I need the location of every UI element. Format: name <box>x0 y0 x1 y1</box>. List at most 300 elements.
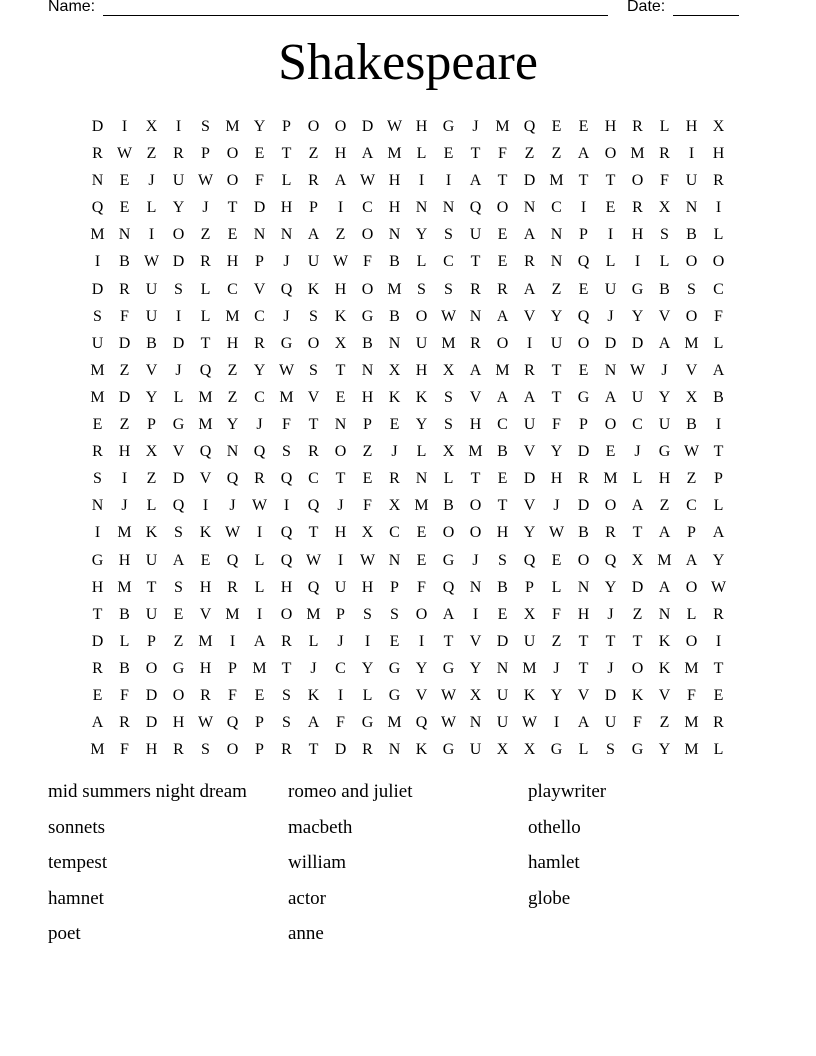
grid-letter[interactable]: Y <box>658 741 671 759</box>
grid-letter[interactable]: L <box>713 741 724 759</box>
grid-letter[interactable]: C <box>497 416 508 434</box>
grid-letter[interactable]: T <box>713 443 724 461</box>
grid-letter[interactable]: L <box>173 388 184 406</box>
grid-letter[interactable]: E <box>578 118 589 135</box>
grid-letter[interactable]: D <box>631 578 644 596</box>
grid-letter[interactable]: P <box>282 118 291 135</box>
grid-letter[interactable]: T <box>497 172 508 190</box>
grid-letter[interactable]: C <box>254 307 265 325</box>
grid-letter[interactable]: W <box>305 551 322 569</box>
grid-letter[interactable]: B <box>443 497 454 515</box>
grid-letter[interactable]: O <box>226 172 239 190</box>
grid-letter[interactable]: E <box>173 605 184 623</box>
grid-letter[interactable]: Q <box>199 443 212 461</box>
grid-letter[interactable]: V <box>577 686 590 704</box>
grid-letter[interactable]: W <box>359 172 376 190</box>
grid-letter[interactable]: M <box>414 497 429 515</box>
grid-letter[interactable]: S <box>363 605 372 623</box>
grid-letter[interactable]: S <box>174 524 183 542</box>
grid-letter[interactable]: P <box>147 632 156 650</box>
grid-letter[interactable]: O <box>226 145 239 163</box>
grid-letter[interactable]: N <box>496 659 509 677</box>
grid-letter[interactable]: G <box>388 659 401 677</box>
grid-letter[interactable]: O <box>361 226 374 244</box>
grid-letter[interactable]: I <box>256 605 263 623</box>
grid-letter[interactable]: R <box>254 334 265 352</box>
grid-letter[interactable]: B <box>686 226 697 244</box>
grid-letter[interactable]: N <box>685 199 698 217</box>
grid-letter[interactable]: F <box>687 686 696 704</box>
grid-letter[interactable]: U <box>550 334 563 352</box>
grid-letter[interactable]: Q <box>280 470 293 488</box>
grid-letter[interactable]: I <box>418 632 425 650</box>
grid-letter[interactable]: X <box>442 361 455 379</box>
grid-letter[interactable]: P <box>255 253 264 271</box>
grid-letter[interactable]: L <box>605 253 616 271</box>
grid-letter[interactable]: M <box>684 714 699 732</box>
grid-letter[interactable]: I <box>580 199 587 217</box>
grid-letter[interactable]: U <box>334 578 347 596</box>
grid-letter[interactable]: J <box>148 172 155 190</box>
grid-letter[interactable]: D <box>172 253 185 271</box>
grid-letter[interactable]: C <box>254 388 265 406</box>
grid-letter[interactable]: E <box>389 632 400 650</box>
grid-letter[interactable]: T <box>605 172 616 190</box>
grid-letter[interactable]: R <box>173 741 184 759</box>
grid-letter[interactable]: R <box>524 253 535 271</box>
grid-letter[interactable]: Z <box>551 280 562 298</box>
grid-letter[interactable]: J <box>337 497 344 515</box>
grid-letter[interactable]: E <box>578 280 589 298</box>
grid-letter[interactable]: S <box>309 361 318 379</box>
grid-letter[interactable]: Y <box>550 307 563 325</box>
grid-letter[interactable]: U <box>604 714 617 732</box>
grid-letter[interactable]: M <box>387 280 402 298</box>
grid-letter[interactable]: I <box>526 334 533 352</box>
grid-letter[interactable]: B <box>713 388 724 406</box>
grid-letter[interactable]: Y <box>145 388 158 406</box>
grid-letter[interactable]: D <box>334 741 347 759</box>
grid-letter[interactable]: T <box>200 334 211 352</box>
grid-letter[interactable]: M <box>198 388 213 406</box>
grid-letter[interactable]: X <box>442 443 455 461</box>
grid-letter[interactable]: C <box>308 470 319 488</box>
grid-letter[interactable]: T <box>578 172 589 190</box>
grid-letter[interactable]: S <box>687 280 696 298</box>
grid-letter[interactable]: Q <box>577 307 590 325</box>
grid-letter[interactable]: W <box>440 714 457 732</box>
grid-letter[interactable]: P <box>255 741 264 759</box>
grid-letter[interactable]: R <box>524 361 535 379</box>
grid-letter[interactable]: S <box>282 714 291 732</box>
grid-letter[interactable]: A <box>361 145 374 163</box>
grid-letter[interactable]: I <box>202 497 209 515</box>
grid-letter[interactable]: S <box>417 280 426 298</box>
grid-letter[interactable]: R <box>659 145 670 163</box>
grid-letter[interactable]: Y <box>469 659 482 677</box>
grid-letter[interactable]: B <box>389 253 400 271</box>
grid-letter[interactable]: I <box>715 199 722 217</box>
grid-letter[interactable]: M <box>198 632 213 650</box>
grid-letter[interactable]: M <box>549 172 564 190</box>
grid-letter[interactable]: U <box>685 172 698 190</box>
grid-letter[interactable]: I <box>634 253 641 271</box>
grid-letter[interactable]: K <box>658 659 671 677</box>
grid-letter[interactable]: T <box>497 497 508 515</box>
grid-letter[interactable]: O <box>685 632 698 650</box>
grid-letter[interactable]: F <box>633 714 642 732</box>
grid-letter[interactable]: V <box>415 686 428 704</box>
grid-letter[interactable]: N <box>523 199 536 217</box>
grid-letter[interactable]: J <box>283 253 290 271</box>
grid-letter[interactable]: P <box>579 416 588 434</box>
grid-letter[interactable]: X <box>388 497 401 515</box>
grid-letter[interactable]: A <box>712 524 725 542</box>
grid-letter[interactable]: E <box>578 361 589 379</box>
grid-letter[interactable]: H <box>388 199 401 217</box>
grid-letter[interactable]: P <box>687 524 696 542</box>
grid-letter[interactable]: F <box>282 416 291 434</box>
grid-letter[interactable]: H <box>334 145 347 163</box>
grid-letter[interactable]: V <box>523 443 536 461</box>
grid-letter[interactable]: P <box>363 416 372 434</box>
grid-letter[interactable]: A <box>658 578 671 596</box>
grid-letter[interactable]: S <box>660 226 669 244</box>
grid-letter[interactable]: K <box>199 524 212 542</box>
grid-letter[interactable]: M <box>90 741 105 759</box>
grid-letter[interactable]: W <box>332 253 349 271</box>
grid-letter[interactable]: W <box>116 145 133 163</box>
grid-letter[interactable]: D <box>604 334 617 352</box>
grid-letter[interactable]: I <box>418 172 425 190</box>
grid-letter[interactable]: E <box>227 226 238 244</box>
grid-letter[interactable]: D <box>523 470 536 488</box>
grid-letter[interactable]: B <box>497 443 508 461</box>
grid-letter[interactable]: O <box>172 686 185 704</box>
grid-letter[interactable]: O <box>415 307 428 325</box>
grid-letter[interactable]: Y <box>604 578 617 596</box>
grid-letter[interactable]: E <box>713 686 724 704</box>
grid-letter[interactable]: V <box>199 605 212 623</box>
grid-letter[interactable]: I <box>715 416 722 434</box>
grid-letter[interactable]: S <box>444 280 453 298</box>
grid-letter[interactable]: G <box>631 280 644 298</box>
grid-letter[interactable]: M <box>684 659 699 677</box>
grid-letter[interactable]: H <box>361 578 374 596</box>
grid-letter[interactable]: O <box>604 145 617 163</box>
grid-letter[interactable]: L <box>551 578 562 596</box>
grid-letter[interactable]: M <box>90 361 105 379</box>
grid-letter[interactable]: Q <box>469 199 482 217</box>
grid-letter[interactable]: I <box>688 145 695 163</box>
grid-letter[interactable]: C <box>389 524 400 542</box>
grid-letter[interactable]: L <box>416 253 427 271</box>
grid-letter[interactable]: H <box>604 118 617 135</box>
grid-letter[interactable]: T <box>308 416 319 434</box>
grid-letter[interactable]: S <box>282 686 291 704</box>
grid-letter[interactable]: W <box>197 714 214 732</box>
grid-letter[interactable]: U <box>523 632 536 650</box>
grid-letter[interactable]: Y <box>415 659 428 677</box>
grid-letter[interactable]: X <box>658 199 671 217</box>
grid-letter[interactable]: N <box>280 226 293 244</box>
grid-letter[interactable]: K <box>307 686 320 704</box>
grid-letter[interactable]: M <box>603 470 618 488</box>
grid-letter[interactable]: L <box>578 741 589 759</box>
grid-letter[interactable]: H <box>415 361 428 379</box>
grid-letter[interactable]: K <box>658 632 671 650</box>
grid-letter[interactable]: N <box>442 199 455 217</box>
grid-letter[interactable]: R <box>92 145 103 163</box>
grid-letter[interactable]: V <box>199 470 212 488</box>
grid-letter[interactable]: O <box>712 253 725 271</box>
grid-letter[interactable]: H <box>658 470 671 488</box>
grid-letter[interactable]: N <box>91 172 104 190</box>
grid-letter[interactable]: Q <box>577 253 590 271</box>
grid-letter[interactable]: R <box>632 118 643 135</box>
grid-letter[interactable]: B <box>146 334 157 352</box>
grid-letter[interactable]: R <box>281 741 292 759</box>
grid-letter[interactable]: Q <box>307 497 320 515</box>
grid-letter[interactable]: B <box>389 307 400 325</box>
grid-letter[interactable]: E <box>551 118 562 135</box>
grid-letter[interactable]: H <box>415 118 428 135</box>
grid-letter[interactable]: C <box>335 659 346 677</box>
grid-letter[interactable]: E <box>605 443 616 461</box>
grid-letter[interactable]: A <box>523 226 536 244</box>
grid-letter[interactable]: T <box>335 470 346 488</box>
grid-letter[interactable]: V <box>523 307 536 325</box>
grid-letter[interactable]: T <box>632 524 643 542</box>
grid-letter[interactable]: C <box>551 199 562 217</box>
grid-letter[interactable]: E <box>497 605 508 623</box>
grid-letter[interactable]: H <box>334 280 347 298</box>
grid-letter[interactable]: L <box>254 551 265 569</box>
grid-letter[interactable]: H <box>361 388 374 406</box>
grid-letter[interactable]: P <box>525 578 534 596</box>
grid-letter[interactable]: J <box>310 659 317 677</box>
grid-letter[interactable]: O <box>685 253 698 271</box>
grid-letter[interactable]: R <box>713 714 724 732</box>
grid-letter[interactable]: O <box>361 280 374 298</box>
grid-letter[interactable]: G <box>442 118 455 135</box>
grid-letter[interactable]: D <box>253 199 266 217</box>
grid-letter[interactable]: S <box>309 307 318 325</box>
grid-letter[interactable]: Q <box>415 714 428 732</box>
grid-letter[interactable]: O <box>172 226 185 244</box>
grid-letter[interactable]: X <box>523 741 536 759</box>
grid-letter[interactable]: E <box>389 416 400 434</box>
grid-letter[interactable]: U <box>604 280 617 298</box>
grid-letter[interactable]: G <box>631 741 644 759</box>
grid-letter[interactable]: Y <box>361 659 374 677</box>
grid-letter[interactable]: A <box>658 334 671 352</box>
grid-letter[interactable]: W <box>143 253 160 271</box>
grid-letter[interactable]: M <box>225 307 240 325</box>
grid-letter[interactable]: C <box>632 416 643 434</box>
grid-letter[interactable]: O <box>631 172 644 190</box>
grid-letter[interactable]: L <box>443 470 454 488</box>
grid-letter[interactable]: A <box>307 226 320 244</box>
grid-letter[interactable]: Q <box>307 578 320 596</box>
grid-letter[interactable]: M <box>252 659 267 677</box>
grid-letter[interactable]: I <box>94 524 101 542</box>
grid-letter[interactable]: T <box>146 578 157 596</box>
grid-letter[interactable]: H <box>118 551 131 569</box>
grid-letter[interactable]: F <box>363 497 372 515</box>
grid-letter[interactable]: T <box>713 659 724 677</box>
grid-letter[interactable]: T <box>227 199 238 217</box>
grid-letter[interactable]: T <box>308 741 319 759</box>
grid-letter[interactable]: Q <box>199 361 212 379</box>
grid-letter[interactable]: L <box>416 145 427 163</box>
grid-letter[interactable]: V <box>658 686 671 704</box>
grid-letter[interactable]: L <box>632 470 643 488</box>
grid-letter[interactable]: N <box>388 334 401 352</box>
grid-letter[interactable]: W <box>521 714 538 732</box>
grid-letter[interactable]: U <box>145 551 158 569</box>
grid-letter[interactable]: Y <box>226 416 239 434</box>
grid-letter[interactable]: A <box>712 361 725 379</box>
grid-letter[interactable]: H <box>172 714 185 732</box>
grid-letter[interactable]: O <box>145 659 158 677</box>
grid-letter[interactable]: N <box>361 361 374 379</box>
grid-letter[interactable]: Z <box>551 145 562 163</box>
grid-letter[interactable]: H <box>280 199 293 217</box>
grid-letter[interactable]: U <box>91 334 104 352</box>
grid-letter[interactable]: N <box>577 578 590 596</box>
grid-letter[interactable]: U <box>658 416 671 434</box>
grid-letter[interactable]: S <box>174 280 183 298</box>
grid-letter[interactable]: K <box>415 388 428 406</box>
grid-letter[interactable]: T <box>578 659 589 677</box>
grid-letter[interactable]: I <box>94 253 101 271</box>
grid-letter[interactable]: W <box>224 524 241 542</box>
grid-letter[interactable]: O <box>685 307 698 325</box>
grid-letter[interactable]: Z <box>335 226 346 244</box>
grid-letter[interactable]: N <box>550 226 563 244</box>
grid-letter[interactable]: U <box>496 686 509 704</box>
grid-letter[interactable]: M <box>387 145 402 163</box>
grid-letter[interactable]: J <box>337 632 344 650</box>
grid-letter[interactable]: B <box>686 416 697 434</box>
grid-letter[interactable]: L <box>200 307 211 325</box>
grid-letter[interactable]: H <box>199 578 212 596</box>
grid-letter[interactable]: B <box>659 280 670 298</box>
grid-letter[interactable]: H <box>199 659 212 677</box>
grid-letter[interactable]: L <box>686 605 697 623</box>
grid-letter[interactable]: L <box>416 443 427 461</box>
grid-letter[interactable]: X <box>496 741 509 759</box>
grid-letter[interactable]: H <box>712 145 725 163</box>
grid-letter[interactable]: V <box>658 307 671 325</box>
grid-letter[interactable]: G <box>442 741 455 759</box>
grid-letter[interactable]: U <box>145 280 158 298</box>
grid-letter[interactable]: N <box>388 226 401 244</box>
grid-letter[interactable]: M <box>117 524 132 542</box>
grid-letter[interactable]: M <box>495 361 510 379</box>
grid-letter[interactable]: P <box>714 470 723 488</box>
grid-letter[interactable]: J <box>175 361 182 379</box>
grid-letter[interactable]: F <box>714 307 723 325</box>
grid-letter[interactable]: O <box>469 497 482 515</box>
grid-letter[interactable]: V <box>685 361 698 379</box>
grid-letter[interactable]: C <box>713 280 724 298</box>
grid-letter[interactable]: I <box>121 118 128 135</box>
grid-letter[interactable]: O <box>334 443 347 461</box>
grid-letter[interactable]: M <box>522 659 537 677</box>
grid-letter[interactable]: Q <box>226 470 239 488</box>
grid-letter[interactable]: D <box>91 118 104 135</box>
grid-letter[interactable]: W <box>251 497 268 515</box>
grid-letter[interactable]: I <box>337 199 344 217</box>
grid-letter[interactable]: Z <box>659 714 670 732</box>
grid-letter[interactable]: A <box>334 172 347 190</box>
grid-letter[interactable]: W <box>683 443 700 461</box>
grid-letter[interactable]: O <box>496 334 509 352</box>
grid-letter[interactable]: Z <box>227 388 238 406</box>
grid-letter[interactable]: D <box>91 280 104 298</box>
grid-letter[interactable]: T <box>335 361 346 379</box>
grid-letter[interactable]: Z <box>308 145 319 163</box>
grid-letter[interactable]: C <box>686 497 697 515</box>
grid-letter[interactable]: I <box>337 686 344 704</box>
grid-letter[interactable]: L <box>119 632 130 650</box>
grid-letter[interactable]: U <box>307 253 320 271</box>
grid-letter[interactable]: E <box>200 551 211 569</box>
grid-letter[interactable]: W <box>629 361 646 379</box>
grid-letter[interactable]: S <box>201 118 210 135</box>
grid-letter[interactable]: B <box>119 605 130 623</box>
grid-letter[interactable]: N <box>388 741 401 759</box>
grid-letter[interactable]: M <box>387 714 402 732</box>
grid-letter[interactable]: J <box>553 497 560 515</box>
grid-letter[interactable]: I <box>553 714 560 732</box>
grid-letter[interactable]: M <box>657 551 672 569</box>
grid-letter[interactable]: O <box>280 605 293 623</box>
grid-letter[interactable]: P <box>336 605 345 623</box>
grid-letter[interactable]: R <box>632 199 643 217</box>
grid-letter[interactable]: Q <box>226 714 239 732</box>
grid-letter[interactable]: R <box>200 686 211 704</box>
grid-letter[interactable]: W <box>359 551 376 569</box>
grid-letter[interactable]: F <box>120 741 129 759</box>
grid-letter[interactable]: I <box>445 172 452 190</box>
grid-letter[interactable]: T <box>551 388 562 406</box>
grid-letter[interactable]: B <box>497 578 508 596</box>
grid-letter[interactable]: X <box>145 118 158 135</box>
grid-letter[interactable]: E <box>416 551 427 569</box>
grid-letter[interactable]: O <box>631 659 644 677</box>
grid-letter[interactable]: H <box>91 578 104 596</box>
grid-letter[interactable]: E <box>497 226 508 244</box>
grid-letter[interactable]: H <box>280 578 293 596</box>
grid-letter[interactable]: G <box>172 416 185 434</box>
grid-letter[interactable]: D <box>172 334 185 352</box>
grid-letter[interactable]: O <box>577 334 590 352</box>
grid-letter[interactable]: T <box>443 632 454 650</box>
grid-letter[interactable]: A <box>253 632 266 650</box>
grid-letter[interactable]: N <box>415 199 428 217</box>
grid-letter[interactable]: T <box>605 632 616 650</box>
grid-letter[interactable]: A <box>442 605 455 623</box>
grid-letter[interactable]: D <box>496 632 509 650</box>
grid-letter[interactable]: I <box>472 605 479 623</box>
grid-letter[interactable]: Z <box>659 497 670 515</box>
grid-letter[interactable]: V <box>172 443 185 461</box>
grid-letter[interactable]: R <box>119 280 130 298</box>
grid-letter[interactable]: Q <box>226 551 239 569</box>
